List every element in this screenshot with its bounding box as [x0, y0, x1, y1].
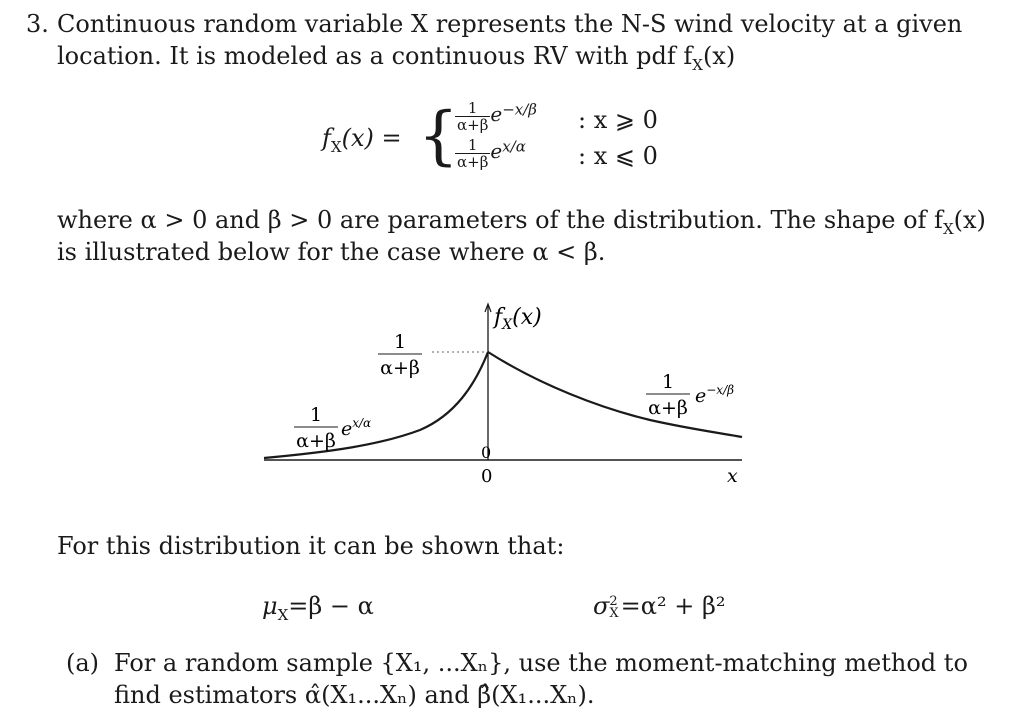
right-label-den: α+β	[648, 397, 688, 419]
pdf-case2-condition: : x ⩽ 0	[578, 142, 658, 170]
pdf-lhs: $f_X(x)$ =	[322, 124, 402, 156]
where-line1: where α > 0 and β > 0 are parameters of the distribution. The shape of $f_X(x)$	[57, 206, 986, 238]
left-brace: {	[418, 99, 459, 173]
left-label-num: 1	[309, 404, 323, 426]
pdf-case1: $\frac{1}{\alpha+\beta}$ $e^{-x/\beta}$	[457, 99, 537, 134]
problem-number: 3.	[26, 10, 49, 38]
left-label-exp: $e^{x/\alpha}$	[341, 416, 372, 440]
right-label-num: 1	[661, 371, 675, 393]
x-axis-label: x	[727, 465, 738, 487]
origin-label-top: 0	[481, 443, 492, 462]
peak-label-den: α+β	[380, 357, 420, 379]
y-axis-label: $f_X(x)$	[494, 305, 542, 333]
case1-fraction: $\frac{1}{\alpha+\beta}$	[457, 99, 489, 134]
part-a-label: (a)	[66, 649, 100, 677]
left-label-den: α+β	[296, 430, 336, 452]
variance-formula: σ 2 X =α² + β²	[593, 592, 726, 621]
problem-intro-line2: location. It is modeled as a continuous RV with pdf $f_X(x)$	[57, 42, 736, 74]
pdf-figure	[0, 290, 1022, 500]
pdf-case2: $\frac{1}{\alpha+\beta}$ $e^{x/\alpha}$	[457, 136, 526, 171]
part-a-line1: For a random sample {X₁, ...Xₙ}, use the moment-matching method to	[114, 649, 968, 677]
shown-text: For this distribution it can be shown that:	[57, 532, 565, 560]
case2-fraction: $\frac{1}{\alpha+\beta}$	[457, 136, 489, 171]
right-label-exp: $e^{-x/\beta}$	[695, 383, 735, 407]
origin-label-bottom: 0	[481, 466, 493, 487]
mean-formula: $\mu_X=\beta - \alpha$	[262, 592, 374, 624]
pdf-case1-condition: : x ⩾ 0	[578, 106, 658, 134]
part-a-line2: find estimators α̂(X₁...Xₙ) and β̂(X₁...Xₙ).	[114, 681, 595, 709]
where-line2: is illustrated below for the case where α < β.	[57, 238, 606, 266]
peak-label-num: 1	[393, 331, 407, 353]
problem-intro-line1: Continuous random variable X represents the N-S wind velocity at a given	[57, 10, 963, 38]
